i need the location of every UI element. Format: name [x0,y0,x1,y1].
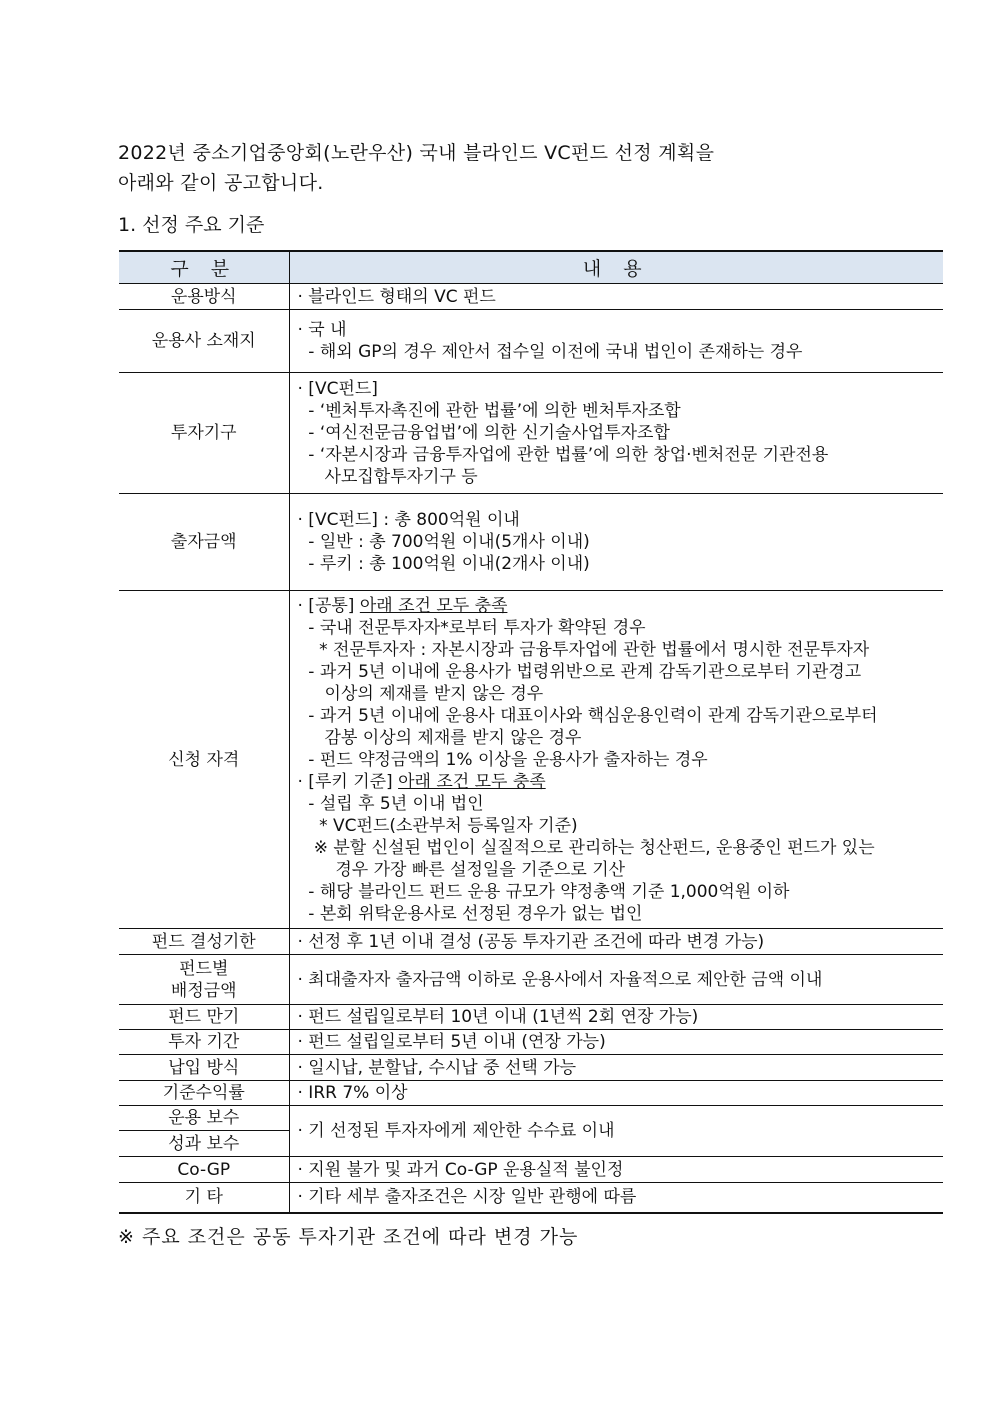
row-content: · 기타 세부 출자조건은 시장 일반 관행에 따름 [289,1183,943,1213]
row-content: · 펀드 설립일로부터 10년 이내 (1년씩 2회 연장 가능) [289,1005,943,1030]
row-content: · 선정 후 1년 이내 결성 (공동 투자기관 조건에 따라 변경 가능) [289,929,943,955]
table-row [119,1005,943,1030]
table-row [119,1030,943,1055]
row-label: Co-GP [119,1157,289,1183]
row-content: · 블라인드 형태의 VC 펀드 [289,284,943,310]
intro-text [118,138,714,198]
row-label: 투자기구 [119,373,289,494]
row-label: 납입 방식 [119,1055,289,1081]
criteria-table [119,250,943,1214]
header-content: 내 용 [289,251,943,284]
row-content: · IRR 7% 이상 [289,1081,943,1106]
row-content: · 지원 불가 및 과거 Co-GP 운용실적 불인정 [289,1157,943,1183]
table-row [119,929,943,955]
table-row [119,373,943,494]
row-content: · [공통] 아래 조건 모두 충족 - 국내 전문투자자*로부터 투자가 확약된 경우 * 전문투자자 : 자본시장과 금융투자업에 관한 법률에서 명시한 전문투자자 - 과거 5년 이내에 운용사가 법령위반으로 관계 감독기관으로부터 기관경고 이상의 제재를 받지 않은 경우 - 과거 5년 이내에 운용사 대표이사와 핵심운용인력이 관계 감독기관으로부터 감봉 이상의 제재를 받지 않은 경우 - 펀드 약정금액의 1% 이상을 운용사가 출자하는 경우 · [루키 기준] 아래 조건 모두 충족 - 설립 후 5년 이내 법인 * VC펀드(소관부처 등록일자 기준) ※ 분할 신설된 법인이 실질적으로 관리하는 청산펀드, 운용중인 펀드가 있는 경우 가장 빠른 설정일을 기준으로 기산 - 해당 블라인드 펀드 운용 규모가 약정총액 기준 1,000억원 이하 - 본회 위탁운용사로 선정된 경우가 없는 법인 [289,591,943,929]
table-row [119,1183,943,1213]
table-row [119,955,943,1005]
row-label: 운용 보수 [119,1106,289,1131]
table-header-row [119,251,943,284]
table-row [119,1106,943,1131]
row-label: 기준수익률 [119,1081,289,1106]
row-content: · [VC펀드] : 총 800억원 이내 - 일반 : 총 700억원 이내(5개사 이내) - 루키 : 총 100억원 이내(2개사 이내) [289,494,943,591]
row-content: · 국 내 - 해외 GP의 경우 제안서 접수일 이전에 국내 법인이 존재하는 경우 [289,310,943,373]
row-label: 기 타 [119,1183,289,1213]
row-content: · 일시납, 분할납, 수시납 중 선택 가능 [289,1055,943,1081]
row-label: 신청 자격 [119,591,289,929]
row-label: 투자 기간 [119,1030,289,1055]
table-row [119,310,943,373]
row-label: 펀드 만기 [119,1005,289,1030]
table-row [119,1055,943,1081]
row-label: 펀드별 배정금액 [119,955,289,1005]
row-label: 성과 보수 [119,1131,289,1157]
intro-line-2: 아래와 같이 공고합니다. [118,172,324,194]
intro-line-1: 2022년 중소기업중앙회(노란우산) 국내 블라인드 VC펀드 선정 계획을 [118,142,715,164]
table-row [119,284,943,310]
row-content: · 펀드 설립일로부터 5년 이내 (연장 가능) [289,1030,943,1055]
table-row [119,1081,943,1106]
header-category: 구 분 [119,251,289,284]
row-label: 운용사 소재지 [119,310,289,373]
section-heading: 1. 선정 주요 기준 [118,214,265,236]
row-content: · 최대출자자 출자금액 이하로 운용사에서 자율적으로 제안한 금액 이내 [289,955,943,1005]
row-label: 운용방식 [119,284,289,310]
row-label: 출자금액 [119,494,289,591]
table-row [119,591,943,929]
footnote: ※ 주요 조건은 공동 투자기관 조건에 따라 변경 가능 [118,1226,579,1248]
table-row [119,1157,943,1183]
row-content: · 기 선정된 투자자에게 제안한 수수료 이내 [289,1106,943,1157]
row-content: · [VC펀드] - ‘벤처투자촉진에 관한 법률’에 의한 벤처투자조합 - ‘여신전문금융업법’에 의한 신기술사업투자조합 - ‘자본시장과 금융투자업에 관한 법률’에 의한 창업·벤처전문 기관전용 사모집합투자기구 등 [289,373,943,494]
table-row [119,494,943,591]
row-label: 펀드 결성기한 [119,929,289,955]
